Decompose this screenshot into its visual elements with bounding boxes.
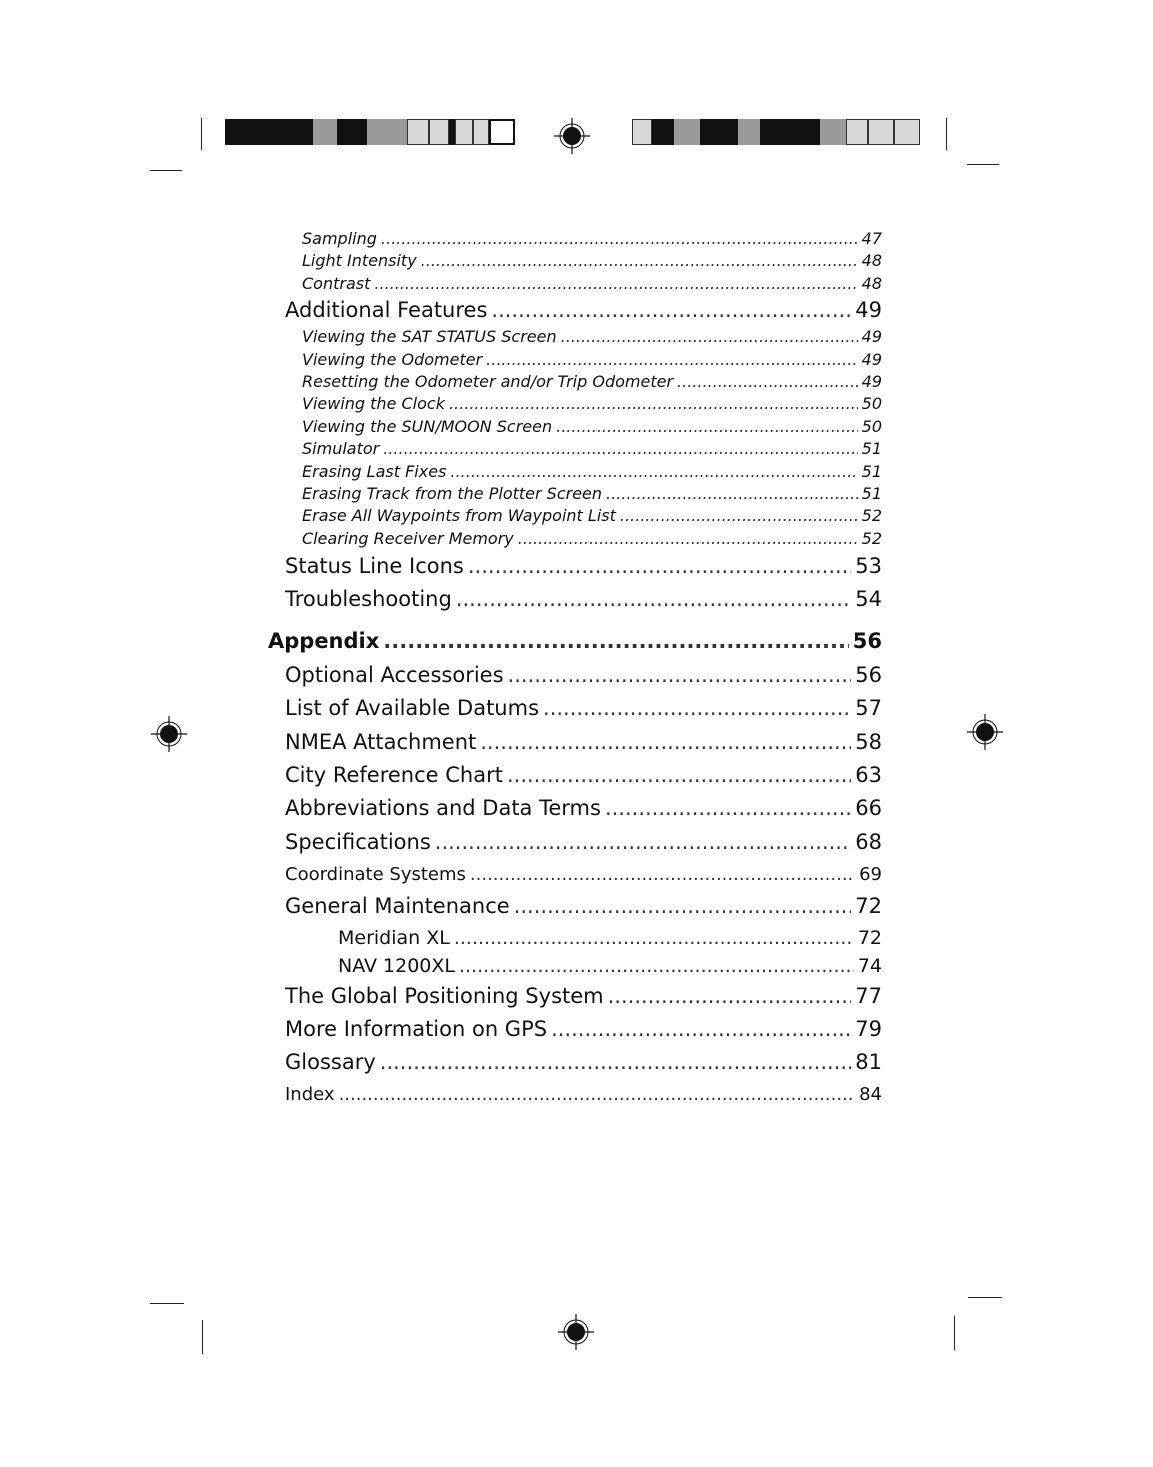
toc-entry-troubleshooting[interactable] bbox=[268, 583, 882, 616]
toc-entry-page: 84 bbox=[859, 1083, 882, 1105]
toc-entry-title: Viewing the Clock bbox=[302, 394, 445, 414]
toc-entry-title: Sampling bbox=[302, 229, 377, 248]
crop-mark bbox=[202, 1320, 203, 1354]
toc-entry-title: NAV 1200XL bbox=[338, 954, 455, 977]
toc-entry-page: 51 bbox=[861, 483, 882, 503]
dot-leader bbox=[620, 505, 858, 527]
toc-entry-page: 56 bbox=[852, 628, 882, 653]
crop-mark bbox=[968, 1297, 1002, 1298]
dot-leader bbox=[449, 393, 858, 415]
registration-mark-icon bbox=[150, 715, 188, 753]
toc-entry-index[interactable] bbox=[268, 1080, 882, 1110]
toc-entry-clearing-memory[interactable] bbox=[268, 528, 882, 550]
calibration-bar-left bbox=[225, 119, 515, 145]
dot-leader bbox=[507, 759, 851, 792]
toc-entry-page: 81 bbox=[855, 1050, 882, 1075]
toc-entry-title: Troubleshooting bbox=[285, 587, 452, 612]
toc-entry-specifications[interactable] bbox=[268, 826, 882, 859]
toc-entry-nmea[interactable] bbox=[268, 726, 882, 759]
toc-entry-page: 53 bbox=[855, 554, 882, 579]
toc-entry-title: Abbreviations and Data Terms bbox=[285, 796, 601, 821]
toc-entry-page: 54 bbox=[855, 587, 882, 612]
toc-entry-simulator[interactable] bbox=[268, 438, 882, 460]
toc-entry-page: 47 bbox=[861, 229, 882, 248]
toc-entry-title: Status Line Icons bbox=[285, 554, 464, 579]
crop-mark bbox=[201, 118, 202, 150]
dot-leader bbox=[605, 792, 851, 825]
toc-entry-abbreviations[interactable] bbox=[268, 792, 882, 825]
toc-entry-title: Contrast bbox=[302, 273, 371, 293]
toc-entry-title: Erasing Track from the Plotter Screen bbox=[302, 483, 603, 503]
toc-entry-erasing-track[interactable] bbox=[268, 483, 882, 505]
crop-mark bbox=[967, 164, 999, 165]
crop-mark bbox=[954, 1316, 955, 1350]
toc-entry-page: 49 bbox=[855, 298, 882, 323]
toc-entry-title: Erase All Waypoints from Waypoint List bbox=[302, 506, 616, 526]
toc-entry-page: 68 bbox=[855, 829, 882, 854]
toc-entry-title: Viewing the Odometer bbox=[302, 349, 483, 369]
toc-entry-title: Glossary bbox=[285, 1050, 376, 1075]
toc-entry-title: Viewing the SAT STATUS Screen bbox=[302, 327, 557, 347]
dot-leader bbox=[454, 924, 854, 952]
toc-entry-page: 51 bbox=[861, 461, 882, 481]
toc-entry-title: Erasing Last Fixes bbox=[302, 461, 447, 481]
toc-entry-optional-accessories[interactable] bbox=[268, 659, 882, 692]
toc-entry-gps-system[interactable] bbox=[268, 980, 882, 1013]
dot-leader bbox=[383, 623, 848, 659]
toc-entry-general-maintenance[interactable] bbox=[268, 890, 882, 923]
toc-entry-clock[interactable] bbox=[268, 393, 882, 415]
toc-entry-page: 74 bbox=[857, 954, 882, 977]
toc-entry-additional-features[interactable] bbox=[268, 295, 882, 326]
toc-entry-light-intensity[interactable] bbox=[268, 250, 882, 272]
dot-leader bbox=[435, 826, 851, 859]
registration-mark-icon bbox=[966, 713, 1004, 751]
dot-leader bbox=[491, 295, 851, 326]
toc-section-appendix[interactable] bbox=[268, 623, 882, 659]
toc-entry-page: 72 bbox=[855, 894, 882, 919]
toc-entry-sampling[interactable] bbox=[268, 228, 882, 250]
toc-entry-sun-moon[interactable] bbox=[268, 416, 882, 438]
toc-entry-page: 52 bbox=[861, 506, 882, 526]
dot-leader bbox=[421, 250, 858, 272]
toc-entry-glossary[interactable] bbox=[268, 1046, 882, 1079]
toc-entry-erasing-last-fixes[interactable] bbox=[268, 461, 882, 483]
crop-mark bbox=[946, 118, 947, 150]
toc-entry-title: Index bbox=[285, 1083, 335, 1105]
dot-leader bbox=[380, 1046, 851, 1079]
toc-entry-title: More Information on GPS bbox=[285, 1016, 548, 1041]
toc-entry-page: 79 bbox=[855, 1016, 882, 1041]
dot-leader bbox=[374, 273, 857, 295]
dot-leader bbox=[514, 890, 852, 923]
toc-entry-reset-odometer[interactable] bbox=[268, 371, 882, 393]
toc-entry-title: Viewing the SUN/MOON Screen bbox=[302, 416, 553, 436]
toc-entry-page: 48 bbox=[861, 251, 882, 271]
toc-entry-page: 48 bbox=[861, 273, 882, 293]
dot-leader bbox=[508, 659, 852, 692]
toc-entry-sat-status[interactable] bbox=[268, 326, 882, 348]
toc-entry-page: 77 bbox=[855, 983, 882, 1008]
crop-mark bbox=[150, 170, 182, 171]
toc-entry-title: Simulator bbox=[302, 439, 380, 459]
toc-entry-page: 63 bbox=[855, 763, 882, 788]
toc-entry-page: 66 bbox=[855, 796, 882, 821]
toc-entry-page: 49 bbox=[861, 349, 882, 369]
toc-entry-status-line-icons[interactable] bbox=[268, 550, 882, 583]
toc-entry-title: Appendix bbox=[268, 628, 380, 653]
toc-entry-more-gps-info[interactable] bbox=[268, 1013, 882, 1046]
dot-leader bbox=[450, 461, 857, 483]
crop-mark bbox=[150, 1303, 184, 1304]
dot-leader bbox=[518, 528, 858, 550]
dot-leader bbox=[551, 1013, 851, 1046]
registration-mark-icon bbox=[557, 1313, 595, 1351]
dot-leader bbox=[339, 1080, 856, 1110]
toc-entry-title: Clearing Receiver Memory bbox=[302, 528, 514, 548]
dot-leader bbox=[383, 438, 857, 460]
toc-entry-page: 52 bbox=[861, 528, 882, 548]
toc-entry-title: NMEA Attachment bbox=[285, 729, 477, 754]
toc-entry-page: 58 bbox=[855, 729, 882, 754]
toc-entry-page: 57 bbox=[855, 696, 882, 721]
toc-entry-page: 50 bbox=[861, 416, 882, 436]
toc-entry-coordinate-systems[interactable] bbox=[268, 859, 882, 890]
dot-leader bbox=[480, 726, 851, 759]
toc-entry-page: 51 bbox=[861, 439, 882, 459]
toc-entry-title: Coordinate Systems bbox=[285, 864, 466, 886]
dot-leader bbox=[459, 952, 854, 980]
toc-entry-title: List of Available Datums bbox=[285, 696, 540, 721]
toc-entry-page: 69 bbox=[859, 864, 882, 886]
dot-leader bbox=[456, 583, 851, 616]
dot-leader bbox=[606, 483, 858, 505]
dot-leader bbox=[470, 859, 855, 890]
toc-entry-page: 56 bbox=[855, 662, 882, 687]
toc-entry-title: Resetting the Odometer and/or Trip Odometer bbox=[302, 371, 674, 391]
toc-entry-title: Additional Features bbox=[285, 298, 488, 323]
toc-entry-page: 49 bbox=[861, 327, 882, 347]
toc-entry-title: City Reference Chart bbox=[285, 763, 503, 788]
toc-entry-page: 49 bbox=[861, 371, 882, 391]
dot-leader bbox=[468, 550, 851, 583]
toc-entry-title: General Maintenance bbox=[285, 894, 510, 919]
dot-leader bbox=[677, 371, 858, 393]
toc-entry-title: The Global Positioning System bbox=[285, 983, 604, 1008]
dot-leader bbox=[486, 349, 857, 371]
calibration-bar-right bbox=[632, 119, 920, 145]
dot-leader bbox=[561, 326, 858, 348]
toc-entry-nav-1200xl[interactable] bbox=[268, 952, 882, 980]
dot-leader bbox=[608, 980, 852, 1013]
registration-mark-icon bbox=[553, 117, 591, 155]
toc-entry-title: Meridian XL bbox=[338, 926, 450, 949]
toc-entry-erase-waypoints[interactable] bbox=[268, 505, 882, 527]
toc-entry-odometer[interactable] bbox=[268, 349, 882, 371]
dot-leader bbox=[381, 228, 858, 250]
toc-entry-page: 72 bbox=[857, 926, 882, 949]
toc-entry-title: Optional Accessories bbox=[285, 662, 504, 687]
dot-leader bbox=[543, 692, 851, 725]
toc-entry-city-reference[interactable] bbox=[268, 759, 882, 792]
toc-entry-contrast[interactable] bbox=[268, 273, 882, 295]
toc-entry-datums[interactable] bbox=[268, 692, 882, 725]
toc-entry-page: 50 bbox=[861, 394, 882, 414]
toc-entry-meridian-xl[interactable] bbox=[268, 924, 882, 952]
toc-entry-title: Specifications bbox=[285, 829, 431, 854]
dot-leader bbox=[556, 416, 858, 438]
table-of-contents bbox=[268, 228, 882, 1110]
toc-entry-title: Light Intensity bbox=[302, 251, 417, 271]
